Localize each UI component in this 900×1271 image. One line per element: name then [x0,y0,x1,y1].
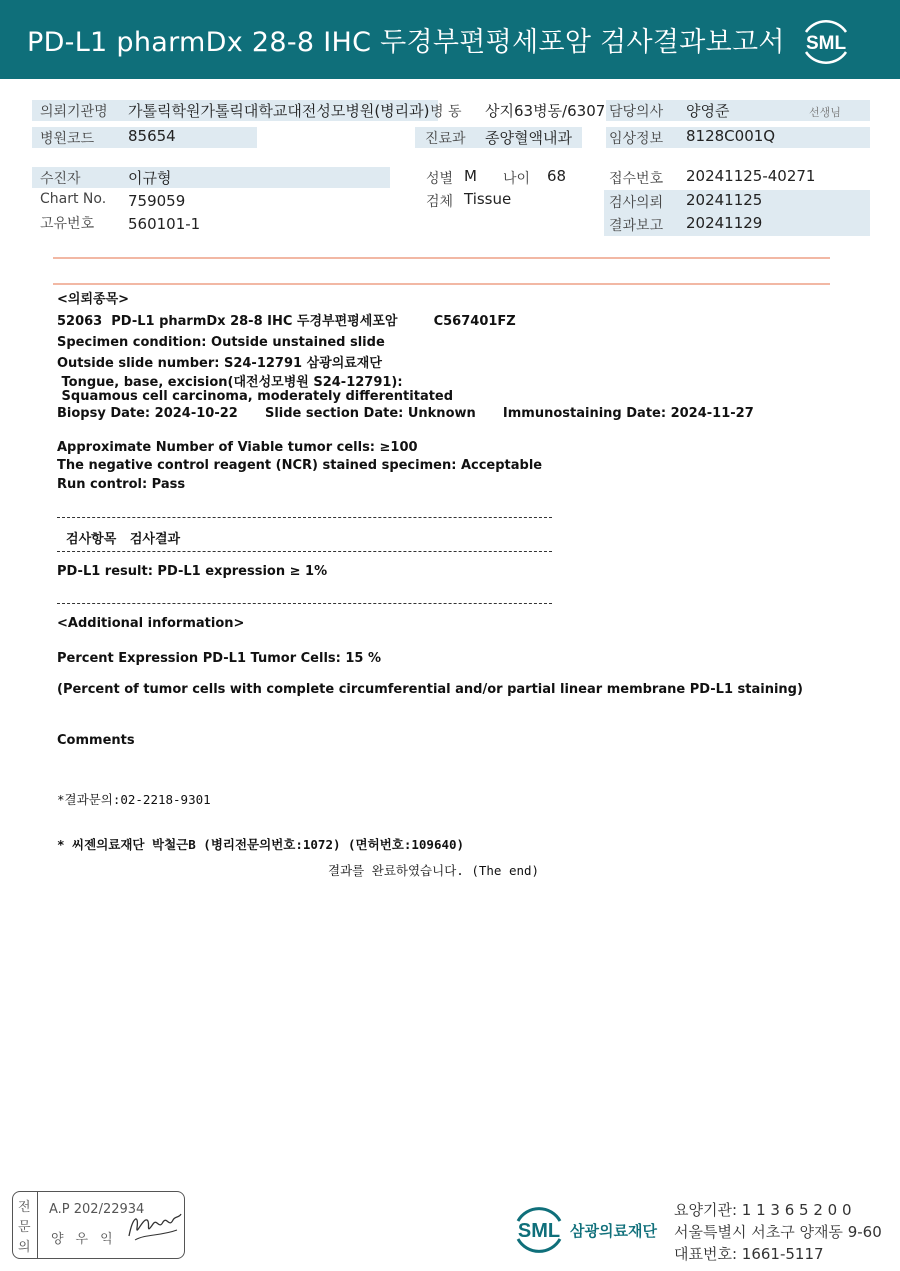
stamp-ap-number: A.P 202/22934 [49,1202,145,1217]
specimen-label: 검체 [426,194,454,210]
sex-label: 성별 [426,171,454,187]
id-label: 고유번호 [40,216,95,232]
report-date-value: 20241129 [686,214,763,232]
viable-cells: Approximate Number of Viable tumor cells: ≥100 [57,440,418,455]
doctor-value: 양영준 [686,102,730,120]
footer-org-name: 삼광의료재단 [570,1222,657,1240]
outside-slide: Outside slide number: S24-12791 삼광의료재단 [57,356,382,371]
hospital-code-value: 85654 [128,127,176,145]
doctor-label: 담당의사 [609,104,664,120]
stamp-name: 양우익 [51,1232,125,1247]
id-value: 560101-1 [128,215,201,233]
result-table-header: 검사항목 검사결과 [57,532,181,547]
specimen-site: Tongue, base, excision(대전성모병원 S24-12791): [57,375,403,390]
order-line: 52063 PD-L1 pharmDx 28-8 IHC 두경부편평세포암 C567401FZ [57,314,516,329]
dashed-separator-1 [57,517,552,518]
sml-logo-icon [796,12,856,68]
patient-value: 이규형 [128,169,172,187]
dates-line: Biopsy Date: 2024-10-22 Slide section Date: Unknown Immunostaining Date: 2024-11-27 [57,406,754,421]
footer-sml-logo-icon [508,1199,570,1257]
dept-value: 종양혈액내과 [485,129,572,147]
report-header [0,0,900,79]
chart-value: 759059 [128,192,186,210]
footer-phone: 대표번호: 1661-5117 [674,1245,824,1263]
institution-label: 의뢰기관명 [40,104,108,120]
hospital-code-label: 병원코드 [40,131,95,147]
report-date-label: 결과보고 [609,218,664,234]
run-control: Run control: Pass [57,477,186,492]
additional-info-heading: <Additional information> [57,616,245,631]
percent-note: (Percent of tumor cells with complete circumferential and/or partial linear membrane PD-L1 staining) [57,682,803,697]
signer-line: * 씨젠의료재단 박철근B (병리전문의번호:1072) (면허번호:109640) [57,837,465,852]
stamp-side-column [13,1192,38,1258]
divider-bottom [53,283,830,285]
age-value: 68 [547,167,567,185]
dashed-separator-3 [57,603,552,604]
patient-bg [32,167,390,188]
dashed-separator-2 [57,551,552,552]
pdl1-result: PD-L1 result: PD-L1 expression ≥ 1% [57,564,328,579]
receipt-label: 접수번호 [609,171,664,187]
percent-expression: Percent Expression PD-L1 Tumor Cells: 15 % [57,651,382,666]
stamp-char-1: 전 [18,1200,31,1215]
order-heading: <의뢰종목> [57,292,130,307]
stamp-char-3: 의 [18,1240,31,1255]
footer-address: 서울특별시 서초구 양재동 9-60 [674,1223,882,1241]
patient-label: 수진자 [40,171,81,187]
specimen-value: Tissue [464,190,512,208]
clinical-value: 8128C001Q [686,127,776,145]
ncr-line: The negative control reagent (NCR) stained specimen: Acceptable [57,458,543,473]
diagnosis: Squamous cell carcinoma, moderately differentitated [57,389,454,404]
report-title: PD-L1 pharmDx 28-8 IHC 두경부편평세포암 검사결과보고서 [27,27,785,58]
footer-agency-no: 요양기관: 1 1 3 6 5 2 0 0 [674,1201,852,1219]
dept-label: 진료과 [425,131,466,147]
chart-label: Chart No. [40,191,107,207]
specimen-condition: Specimen condition: Outside unstained slide [57,335,385,350]
sex-value: M [464,167,477,185]
request-label: 검사의뢰 [609,195,664,211]
request-value: 20241125 [686,191,763,209]
clinical-label: 임상정보 [609,131,664,147]
stamp-char-2: 문 [18,1220,31,1235]
institution-value: 가톨릭학원가톨릭대학교대전성모병원(병리과) [128,102,430,120]
divider-top [53,257,830,259]
signature-icon [125,1206,183,1246]
inquiry-line: *결과문의:02-2218-9301 [57,792,211,807]
footer-logo-text: SML [517,1220,561,1242]
comments-label: Comments [57,733,135,748]
sml-logo-text: SML [805,33,847,54]
receipt-value: 20241125-40271 [686,167,816,185]
pathologist-stamp [12,1191,185,1259]
ward-value: 상지63병동/6307 [485,102,606,120]
end-line: 결과를 완료하였습니다. (The end) [328,863,540,878]
ward-label: 병 동 [430,104,462,120]
doctor-suffix: 선생님 [809,106,841,119]
age-label: 나이 [503,171,531,187]
